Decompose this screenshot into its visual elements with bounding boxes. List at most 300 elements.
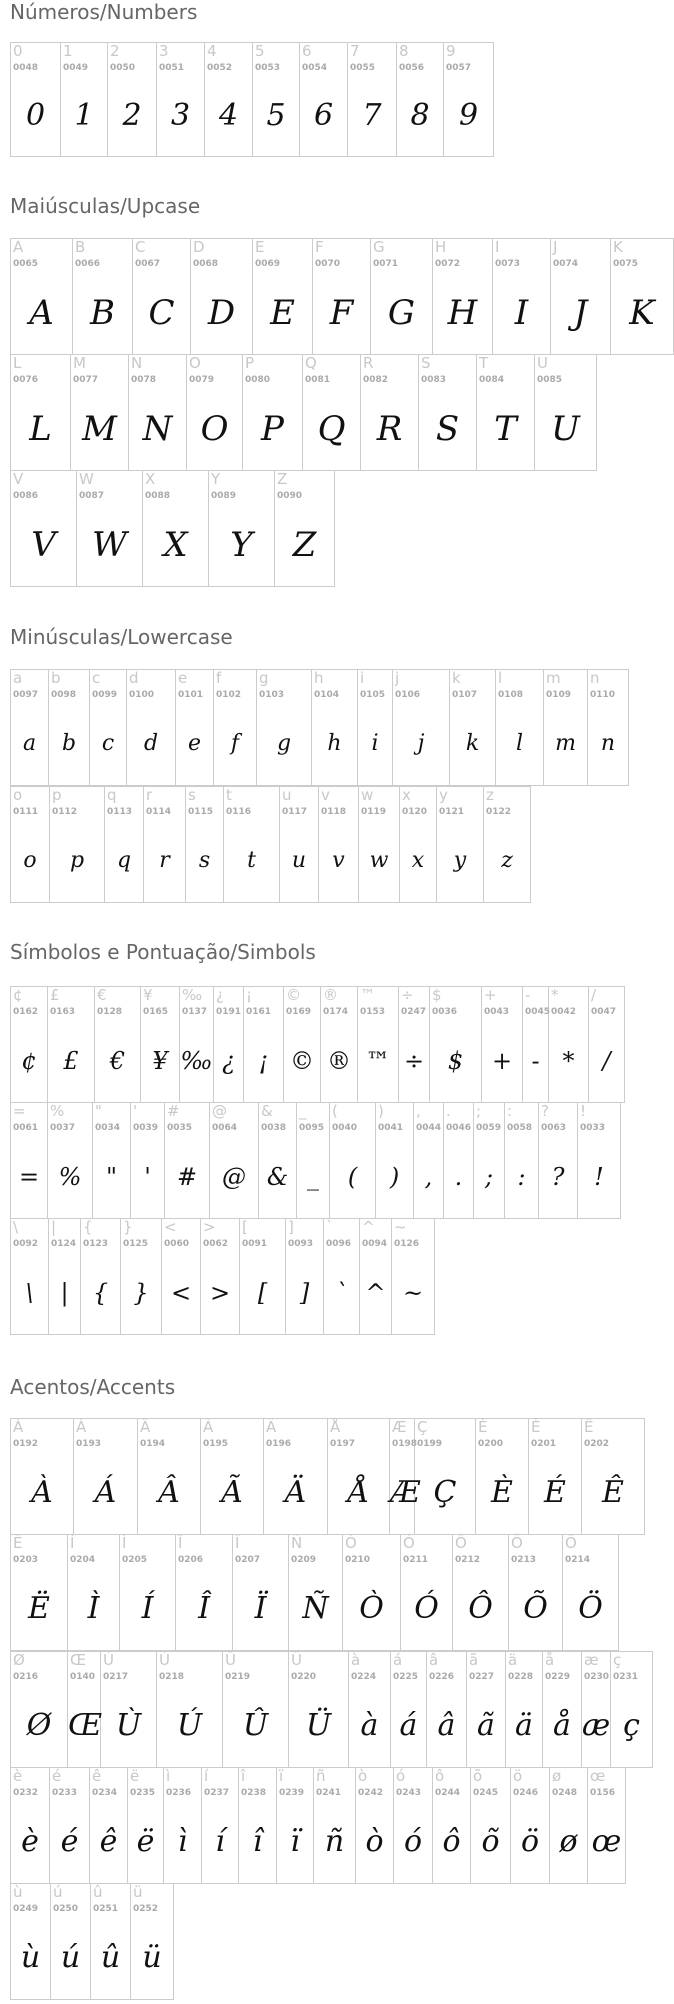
glyph-sample: H	[447, 293, 478, 333]
character-label: [	[242, 1218, 248, 1236]
glyph-sample: Ø	[26, 1708, 52, 1743]
character-label: a	[13, 669, 23, 687]
character-code: 0037	[50, 1123, 76, 1133]
character-code: 0162	[13, 1007, 39, 1017]
glyph-sample: t	[247, 848, 256, 873]
glyph-sample: È	[491, 1475, 513, 1510]
glyph-cell	[535, 355, 596, 470]
glyph-sample: f	[230, 731, 240, 756]
character-code: 0109	[546, 690, 572, 700]
character-code: 0174	[323, 1007, 349, 1017]
glyph-row	[10, 1534, 619, 1651]
character-label: L	[13, 354, 22, 372]
character-code: 0073	[495, 259, 521, 269]
character-label: x	[402, 786, 411, 804]
character-label: y	[439, 786, 448, 804]
glyph-sample: i	[371, 731, 379, 756]
character-label: É	[531, 1418, 541, 1436]
character-label: Û	[225, 1651, 236, 1669]
glyph-cell	[588, 670, 628, 785]
glyph-cell	[506, 1652, 543, 1767]
glyph-cell	[551, 239, 611, 354]
glyph-cell	[73, 239, 133, 354]
character-label: Á	[76, 1418, 87, 1436]
glyph-sample: z	[501, 848, 513, 873]
glyph-cell	[349, 1652, 391, 1767]
character-code: 0061	[13, 1123, 39, 1133]
glyph-cell	[68, 1535, 120, 1650]
glyph-cell	[11, 987, 48, 1102]
glyph-sample: T	[494, 409, 517, 449]
character-code: 0125	[123, 1239, 149, 1249]
character-code: 0230	[584, 1672, 610, 1682]
character-code: 0041	[378, 1123, 404, 1133]
character-label: z	[486, 786, 494, 804]
glyph-cell	[11, 1884, 51, 1999]
glyph-sample: ñ	[324, 1824, 345, 1859]
glyph-sample: Ò	[359, 1591, 384, 1626]
character-code: 0249	[13, 1904, 39, 1914]
glyph-sample: è	[21, 1824, 39, 1859]
glyph-sample: %	[58, 1163, 82, 1191]
character-label: Œ	[70, 1651, 87, 1669]
character-code: 0214	[565, 1555, 591, 1565]
character-code: 0195	[203, 1439, 229, 1449]
character-code: 0115	[188, 807, 214, 817]
character-code: 0237	[204, 1788, 230, 1798]
glyph-cell	[128, 1768, 164, 1883]
glyph-sample: Í	[141, 1591, 154, 1626]
glyph-cell	[11, 787, 50, 902]
character-code: 0101	[178, 690, 204, 700]
glyph-sample: A	[29, 293, 54, 333]
character-code: 0072	[435, 259, 461, 269]
character-code: 0137	[182, 1007, 208, 1017]
glyph-cell	[400, 787, 437, 902]
glyph-cell	[214, 670, 257, 785]
glyph-cell	[371, 239, 433, 354]
character-code: 0244	[435, 1788, 461, 1798]
glyph-cell	[95, 987, 141, 1102]
glyph-cell	[105, 787, 144, 902]
glyph-sample: -	[531, 1047, 540, 1075]
character-label: è	[13, 1767, 23, 1785]
character-code: 0043	[484, 1007, 510, 1017]
character-label: #	[167, 1102, 180, 1120]
character-code: 0210	[345, 1555, 371, 1565]
character-code: 0097	[13, 690, 39, 700]
glyph-row	[10, 470, 335, 587]
glyph-sample: k	[465, 731, 480, 756]
glyph-sample: <	[170, 1279, 192, 1307]
glyph-cell	[392, 1219, 434, 1334]
glyph-sample: v	[332, 848, 345, 873]
character-code: 0093	[288, 1239, 314, 1249]
glyph-cell	[176, 670, 214, 785]
character-label: e	[178, 669, 188, 687]
glyph-cell	[144, 787, 186, 902]
glyph-sample: Ã	[221, 1475, 243, 1510]
character-code: 0080	[245, 375, 271, 385]
character-label: Ü	[291, 1651, 302, 1669]
glyph-sample: Œ	[68, 1708, 103, 1743]
character-label: 8	[399, 42, 409, 60]
character-code: 0205	[122, 1555, 148, 1565]
glyph-cell	[589, 987, 624, 1102]
character-label: ü	[133, 1883, 143, 1901]
glyph-sample: Ê	[602, 1475, 624, 1510]
glyph-cell	[127, 670, 176, 785]
character-label: (	[332, 1102, 338, 1120]
glyph-sample: |	[60, 1279, 69, 1307]
character-code: 0241	[316, 1788, 342, 1798]
glyph-cell	[49, 670, 90, 785]
character-code: 0156	[590, 1788, 616, 1798]
section-title: Números/Numbers	[10, 0, 198, 24]
glyph-cell	[101, 1652, 157, 1767]
character-label: "	[95, 1102, 102, 1120]
character-label: q	[107, 786, 117, 804]
character-label: ø	[552, 1767, 562, 1785]
section-title: Minúsculas/Lowercase	[10, 625, 233, 649]
glyph-cell	[71, 355, 129, 470]
glyph-sample: ^	[365, 1279, 386, 1307]
glyph-sample: b	[61, 731, 77, 756]
character-label: w	[361, 786, 374, 804]
glyph-sample: {	[92, 1279, 109, 1307]
character-code: 0065	[13, 259, 39, 269]
character-code: 0100	[129, 690, 155, 700]
glyph-sample: _	[307, 1163, 319, 1191]
glyph-row	[10, 354, 597, 471]
glyph-sample: å	[553, 1708, 571, 1743]
character-code: 0153	[360, 1007, 386, 1017]
character-label: h	[314, 669, 324, 687]
character-label: ã	[469, 1651, 479, 1669]
character-label: T	[479, 354, 489, 372]
character-label: 0	[13, 42, 23, 60]
glyph-cell	[275, 471, 334, 586]
character-label: l	[498, 669, 503, 687]
glyph-cell	[11, 43, 61, 156]
glyph-cell	[511, 1768, 550, 1883]
character-label: Æ	[392, 1418, 407, 1436]
glyph-cell	[141, 987, 180, 1102]
character-label: P	[245, 354, 255, 372]
glyph-cell	[284, 987, 321, 1102]
character-code: 0069	[255, 259, 281, 269]
glyph-cell	[286, 1219, 324, 1334]
character-label: >	[203, 1218, 216, 1236]
character-label: <	[164, 1218, 177, 1236]
glyph-cell	[162, 1219, 201, 1334]
character-label: Ô	[455, 1534, 467, 1552]
glyph-sample: x	[411, 848, 425, 873]
glyph-sample: ~	[402, 1279, 424, 1307]
character-code: 0055	[350, 63, 376, 73]
glyph-sample: D	[207, 293, 236, 333]
character-code: 0042	[551, 1007, 577, 1017]
character-label: õ	[473, 1767, 483, 1785]
glyph-sample: ©	[290, 1047, 314, 1075]
glyph-cell	[129, 355, 187, 470]
glyph-sample: Q	[317, 409, 346, 449]
character-label: A	[13, 238, 24, 256]
character-code: 0051	[159, 63, 185, 73]
glyph-sample: `	[335, 1279, 348, 1307]
glyph-sample: ò	[365, 1824, 384, 1859]
glyph-cell	[390, 1418, 421, 1534]
character-label: 4	[207, 42, 217, 60]
character-label: }	[123, 1218, 133, 1236]
character-code: 0194	[140, 1439, 166, 1449]
glyph-sample: w	[369, 848, 389, 873]
character-code: 0121	[439, 807, 465, 817]
character-code: 0058	[507, 1123, 533, 1133]
character-code: 0203	[13, 1555, 39, 1565]
glyph-sample: 5	[266, 98, 286, 133]
character-code: 0234	[92, 1788, 118, 1798]
glyph-sample: s	[198, 848, 211, 873]
glyph-cell	[214, 987, 244, 1102]
glyph-sample: Ç	[433, 1475, 457, 1510]
glyph-cell	[74, 1419, 138, 1534]
character-code: 0047	[591, 1007, 617, 1017]
glyph-row	[10, 1102, 621, 1219]
glyph-cell	[356, 1768, 394, 1883]
glyph-cell	[297, 1103, 330, 1218]
character-code: 0206	[178, 1555, 204, 1565]
character-label: Ú	[159, 1651, 170, 1669]
character-label: ç	[613, 1651, 622, 1669]
character-label: Ñ	[291, 1534, 303, 1552]
character-code: 0235	[130, 1788, 156, 1798]
character-code: 0169	[286, 1007, 312, 1017]
glyph-cell	[399, 987, 430, 1102]
glyph-cell	[453, 1535, 509, 1650]
glyph-sample: æ	[582, 1708, 611, 1743]
character-label: ~	[394, 1218, 407, 1236]
glyph-sample: ì	[177, 1824, 188, 1859]
glyph-cell	[81, 1219, 121, 1334]
character-code: 0122	[486, 807, 512, 817]
character-code: 0199	[417, 1439, 443, 1449]
glyph-cell	[224, 787, 280, 902]
character-code: 0191	[216, 1007, 242, 1017]
glyph-sample: û	[100, 1940, 121, 1975]
character-code: 0246	[513, 1788, 539, 1798]
glyph-sample: 1	[74, 98, 94, 133]
glyph-sample: C	[148, 293, 175, 333]
character-label: â	[429, 1651, 439, 1669]
character-label: Ù	[103, 1651, 114, 1669]
character-label: u	[282, 786, 292, 804]
glyph-sample: Z	[292, 525, 317, 565]
character-code: 0165	[143, 1007, 169, 1017]
character-code: 0092	[13, 1239, 39, 1249]
character-label: g	[259, 669, 269, 687]
character-label: ó	[396, 1767, 406, 1785]
glyph-cell	[11, 1768, 50, 1883]
character-label: v	[321, 786, 330, 804]
character-code: 0098	[51, 690, 77, 700]
character-code: 0082	[363, 375, 389, 385]
glyph-sample: €	[109, 1047, 126, 1075]
character-label: £	[50, 986, 60, 1004]
glyph-sample: Ô	[468, 1591, 493, 1626]
character-code: 0081	[305, 375, 331, 385]
glyph-row	[10, 1418, 645, 1535]
glyph-cell	[51, 1884, 91, 1999]
glyph-sample: ï	[290, 1824, 300, 1859]
character-label: m	[546, 669, 561, 687]
glyph-cell	[578, 1103, 620, 1218]
character-code: 0056	[399, 63, 425, 73]
character-code: 0060	[164, 1239, 190, 1249]
glyph-cell	[300, 43, 348, 156]
glyph-sample: ø	[559, 1824, 578, 1859]
glyph-sample: J	[573, 293, 588, 333]
glyph-cell	[202, 1768, 239, 1883]
character-label: |	[51, 1218, 57, 1236]
character-label: Ø	[13, 1651, 25, 1669]
glyph-sample: 9	[458, 98, 479, 133]
glyph-sample: Ù	[115, 1708, 142, 1743]
glyph-sample: F	[329, 293, 354, 333]
character-code: 0107	[452, 690, 478, 700]
character-label: à	[351, 1651, 361, 1669]
glyph-sample: ã	[477, 1708, 495, 1743]
character-code: 0048	[13, 63, 39, 73]
glyph-sample: ?	[551, 1163, 565, 1191]
character-label: %	[50, 1102, 65, 1120]
character-code: 0104	[314, 690, 340, 700]
character-label: :	[507, 1102, 513, 1120]
character-label: =	[13, 1102, 26, 1120]
glyph-sample: ô	[442, 1824, 461, 1859]
character-code: 0044	[416, 1123, 442, 1133]
glyph-cell	[131, 1884, 173, 1999]
character-code: 0216	[13, 1672, 39, 1682]
character-label: Ê	[584, 1418, 594, 1436]
character-label: k	[452, 669, 461, 687]
glyph-cell	[133, 239, 191, 354]
character-code: 0239	[279, 1788, 305, 1798]
character-label: ‰	[182, 986, 203, 1004]
character-label: H	[435, 238, 447, 256]
character-code: 0084	[479, 375, 505, 385]
character-label: ¡	[246, 986, 253, 1004]
glyph-cell	[484, 787, 530, 902]
character-label: 7	[350, 42, 360, 60]
glyph-cell	[303, 355, 361, 470]
character-code: 0049	[63, 63, 89, 73]
glyph-cell	[328, 1419, 390, 1534]
glyph-sample: +	[491, 1047, 513, 1075]
character-label: R	[363, 354, 374, 372]
glyph-sample: Ó	[414, 1591, 439, 1626]
glyph-cell	[437, 787, 484, 902]
character-code: 0106	[395, 690, 421, 700]
glyph-cell	[239, 1768, 277, 1883]
character-code: 0113	[107, 807, 133, 817]
glyph-sample: ,	[424, 1163, 433, 1191]
character-code: 0088	[145, 491, 171, 501]
glyph-sample: Ï	[254, 1591, 267, 1626]
glyph-cell	[476, 1419, 529, 1534]
character-code: 0039	[133, 1123, 159, 1133]
glyph-row	[10, 42, 494, 157]
character-label: o	[13, 786, 23, 804]
glyph-cell	[253, 43, 300, 156]
character-code: 0036	[432, 1007, 458, 1017]
character-code: 0045	[525, 1007, 551, 1017]
glyph-cell	[358, 670, 393, 785]
glyph-cell	[253, 239, 313, 354]
glyph-cell	[433, 239, 493, 354]
glyph-sample: ù	[20, 1940, 41, 1975]
glyph-cell	[11, 1103, 48, 1218]
character-label: ¥	[143, 986, 153, 1004]
character-code: 0046	[446, 1123, 472, 1133]
character-code: 0050	[110, 63, 136, 73]
glyph-sample: q	[116, 848, 132, 873]
glyph-cell	[108, 43, 157, 156]
glyph-row	[10, 786, 531, 903]
character-code: 0218	[159, 1672, 185, 1682]
glyph-sample: 0	[25, 98, 46, 133]
character-code: 0103	[259, 690, 285, 700]
character-label: Ç	[417, 1418, 428, 1436]
character-label: N	[131, 354, 143, 372]
glyph-sample: Ä	[284, 1475, 307, 1510]
character-label: ê	[92, 1767, 102, 1785]
glyph-sample: l	[515, 731, 524, 756]
glyph-sample: 7	[362, 98, 382, 133]
glyph-cell	[157, 43, 205, 156]
glyph-sample: ¿	[222, 1047, 235, 1075]
character-label: Ë	[13, 1534, 23, 1552]
character-code: 0076	[13, 375, 39, 385]
character-code: 0033	[580, 1123, 606, 1133]
glyph-sample: )	[389, 1163, 400, 1191]
character-label: Ò	[345, 1534, 357, 1552]
glyph-sample: X	[163, 525, 188, 565]
character-label: é	[52, 1767, 62, 1785]
glyph-cell	[414, 1103, 444, 1218]
glyph-cell	[474, 1103, 505, 1218]
character-label: ,	[416, 1102, 421, 1120]
character-label: I	[495, 238, 500, 256]
character-code: 0120	[402, 807, 428, 817]
glyph-sample: ê	[99, 1824, 118, 1859]
character-code: 0212	[455, 1555, 481, 1565]
glyph-sample: #	[176, 1163, 198, 1191]
character-code: 0207	[235, 1555, 261, 1565]
character-code: 0211	[403, 1555, 429, 1565]
section-title: Maiúsculas/Upcase	[10, 194, 201, 218]
character-label: ™	[360, 986, 375, 1004]
character-label: ?	[541, 1102, 549, 1120]
character-code: 0229	[545, 1672, 571, 1682]
character-label: K	[613, 238, 623, 256]
glyph-cell	[11, 1652, 68, 1767]
glyph-sample: ®	[327, 1047, 351, 1075]
character-code: 0078	[131, 375, 157, 385]
glyph-cell	[289, 1535, 343, 1650]
character-label: O	[189, 354, 201, 372]
character-label: á	[393, 1651, 403, 1669]
